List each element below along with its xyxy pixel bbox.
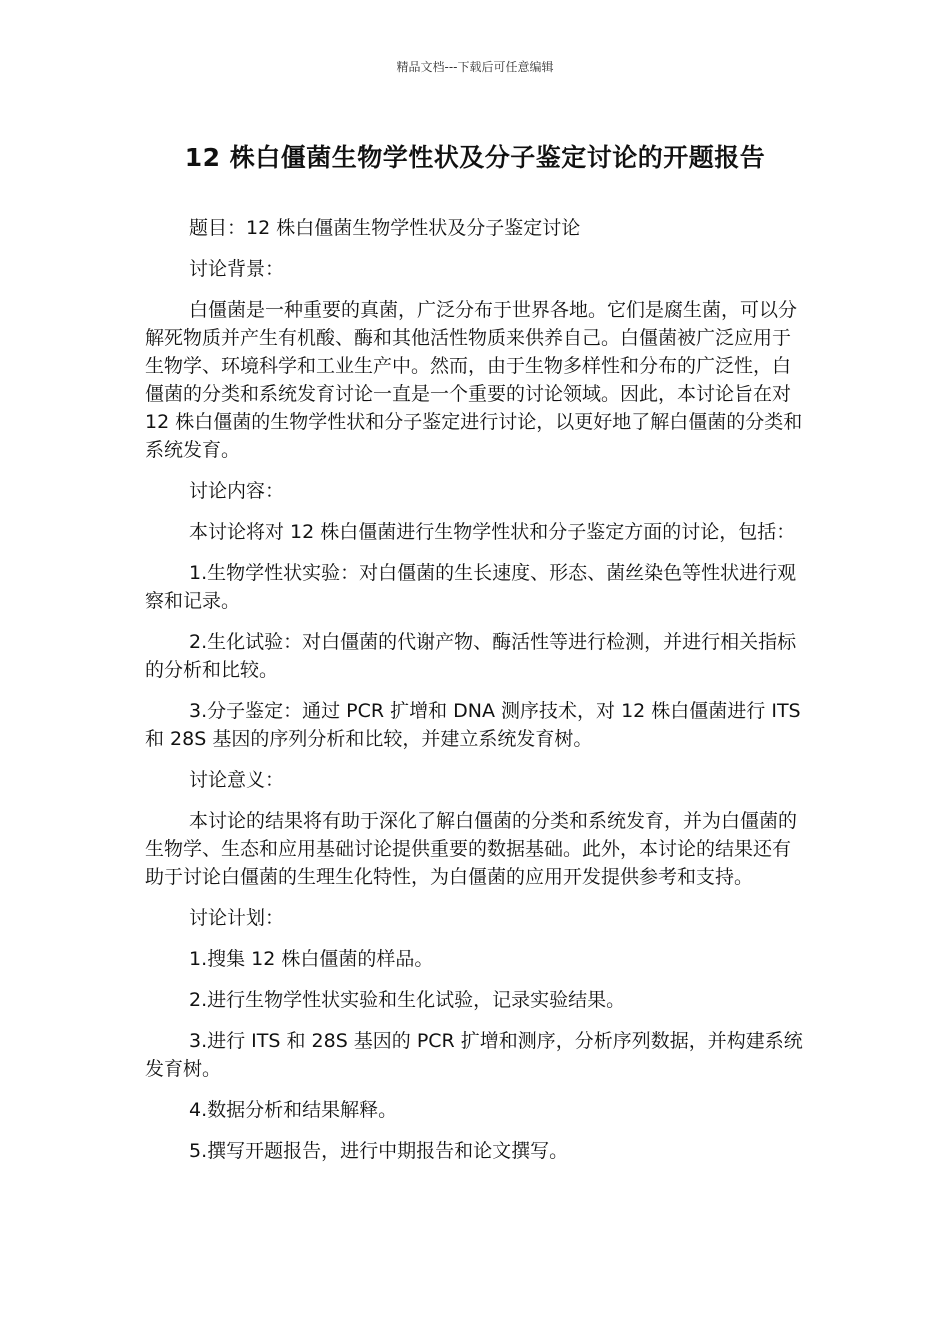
content-intro-paragraph: 本讨论将对 12 株白僵菌进行生物学性状和分子鉴定方面的讨论，包括：: [189, 521, 796, 543]
content-item: 1.生物学性状实验：对白僵菌的生长速度、形态、菌丝染色等性状进行观察和记录。: [145, 562, 797, 612]
significance-paragraph: 本讨论的结果将有助于深化了解白僵菌的分类和系统发育，并为白僵菌的生物学、生态和应用基础讨论提供重要的数据基础。此外，本讨论的结果还有助于讨论白僵菌的生理生化特性，为白僵菌的应用开发提供参考和支持。: [145, 810, 798, 888]
content-item: 3.分子鉴定：通过 PCR 扩增和 DNA 测序技术，对 12 株白僵菌进行 ITS 和 28S 基因的序列分析和比较，并建立系统发育树。: [145, 700, 801, 750]
plan-item: 5.撰写开题报告，进行中期报告和论文撰写。: [189, 1140, 569, 1162]
background-heading: 讨论背景：: [189, 258, 285, 280]
significance-heading: 讨论意义：: [189, 769, 285, 791]
document-title: 12 株白僵菌生物学性状及分子鉴定讨论的开题报告: [184, 143, 766, 172]
content-heading: 讨论内容：: [189, 480, 285, 502]
plan-item: 1.搜集 12 株白僵菌的样品。: [189, 948, 434, 970]
plan-heading: 讨论计划：: [189, 907, 285, 929]
topic-line: 题目：12 株白僵菌生物学性状及分子鉴定讨论: [189, 217, 581, 239]
plan-item: 2.进行生物学性状实验和生化试验，记录实验结果。: [189, 989, 626, 1011]
plan-item: 3.进行 ITS 和 28S 基因的 PCR 扩增和测序，分析序列数据，并构建系统发育树。: [145, 1030, 803, 1080]
plan-item: 4.数据分析和结果解释。: [189, 1099, 398, 1121]
content-item: 2.生化试验：对白僵菌的代谢产物、酶活性等进行检测，并进行相关指标的分析和比较。: [145, 631, 797, 681]
background-paragraph: 白僵菌是一种重要的真菌，广泛分布于世界各地。它们是腐生菌，可以分解死物质并产生有机酸、酶和其他活性物质来供养自己。白僵菌被广泛应用于生物学、环境科学和工业生产中。然而，由于生物多样性和分布的广泛性，白僵菌的分类和系统发育讨论一直是一个重要的讨论领域。因此，本讨论旨在对 12 株白僵菌的生物学性状和分子鉴定进行讨论，以更好地了解白僵菌的分类和系统发育。: [145, 299, 803, 461]
document-body: [145, 214, 807, 1178]
page-header-note: 精品文档---下载后可任意编辑: [396, 60, 554, 74]
